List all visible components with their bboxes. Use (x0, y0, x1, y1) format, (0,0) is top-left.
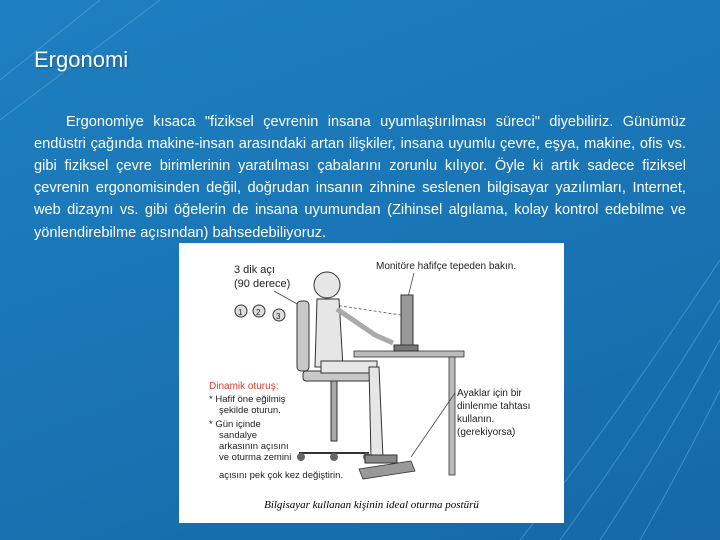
body-paragraph: Ergonomiye kısaca "fiziksel çevrenin insana uyumlaştırılması süreci" diyebiliriz. Günümüz endüstri çağında makine-insan arasındaki artan ilişkiler, insana uyumlu çevre, eşya, makine, ofis vs. gibi fiziksel çevre birimlerinin yaratılması çabalarını zorunlu kılıyor. Öyle ki artık sadece fiziksel çevrenin ergonomisinden değil, doğrudan insanın zihnine seslenen bilgisayar yazılımları, Internet, web dizaynı vs. gibi öğelerin de insana uyumundan (Zihinsel algılama, kolay kontrol edebilme ve yönlendirebilme açısından) bahsedebiliyoruz. (34, 113, 686, 241)
dynamic-notes (209, 394, 343, 481)
svg-text:arkasının açısını: arkasının açısını (219, 441, 289, 452)
marker-3 (273, 309, 285, 321)
foot-note (457, 388, 530, 438)
svg-text:2: 2 (256, 308, 261, 317)
monitor-icon (401, 295, 413, 347)
svg-text:sandalye: sandalye (219, 430, 258, 441)
dynamic-title: Dinamik oturuş: (209, 381, 279, 392)
svg-text:şekilde oturun.: şekilde oturun. (219, 405, 281, 416)
svg-text:kullanın.: kullanın. (457, 414, 495, 425)
footrest-icon (359, 461, 415, 479)
svg-text:dinlenme tahtası: dinlenme tahtası (457, 401, 531, 412)
svg-text:açısını pek çok kez değiştirin: açısını pek çok kez değiştirin. (219, 470, 344, 481)
ergonomic-posture-figure (179, 243, 564, 523)
marker-1 (235, 305, 247, 317)
slide-title: Ergonomi (34, 46, 129, 72)
svg-text:1: 1 (238, 308, 243, 317)
desk-top (354, 351, 464, 357)
svg-text:Ayaklar için bir: Ayaklar için bir (457, 388, 522, 399)
angle-note-1: 3 dik açı (234, 264, 275, 276)
posture-illustration (179, 243, 564, 523)
monitor-note: Monitöre hafifçe tepeden bakın. (376, 261, 517, 272)
svg-text:ve oturma zemini: ve oturma zemini (219, 452, 292, 463)
svg-text:* Hafif öne eğilmiş: * Hafif öne eğilmiş (209, 394, 286, 405)
figure-caption: Bilgisayar kullanan kişinin ideal oturma postürü (264, 499, 479, 511)
svg-text:* Gün içinde: * Gün içinde (209, 419, 261, 430)
desk-leg (449, 357, 455, 475)
svg-text:3: 3 (276, 312, 281, 321)
angle-note-2: (90 derece) (234, 278, 291, 290)
svg-text:(gerekiyorsa): (gerekiyorsa) (457, 427, 516, 438)
seated-person-icon (314, 272, 397, 463)
marker-2 (253, 305, 265, 317)
